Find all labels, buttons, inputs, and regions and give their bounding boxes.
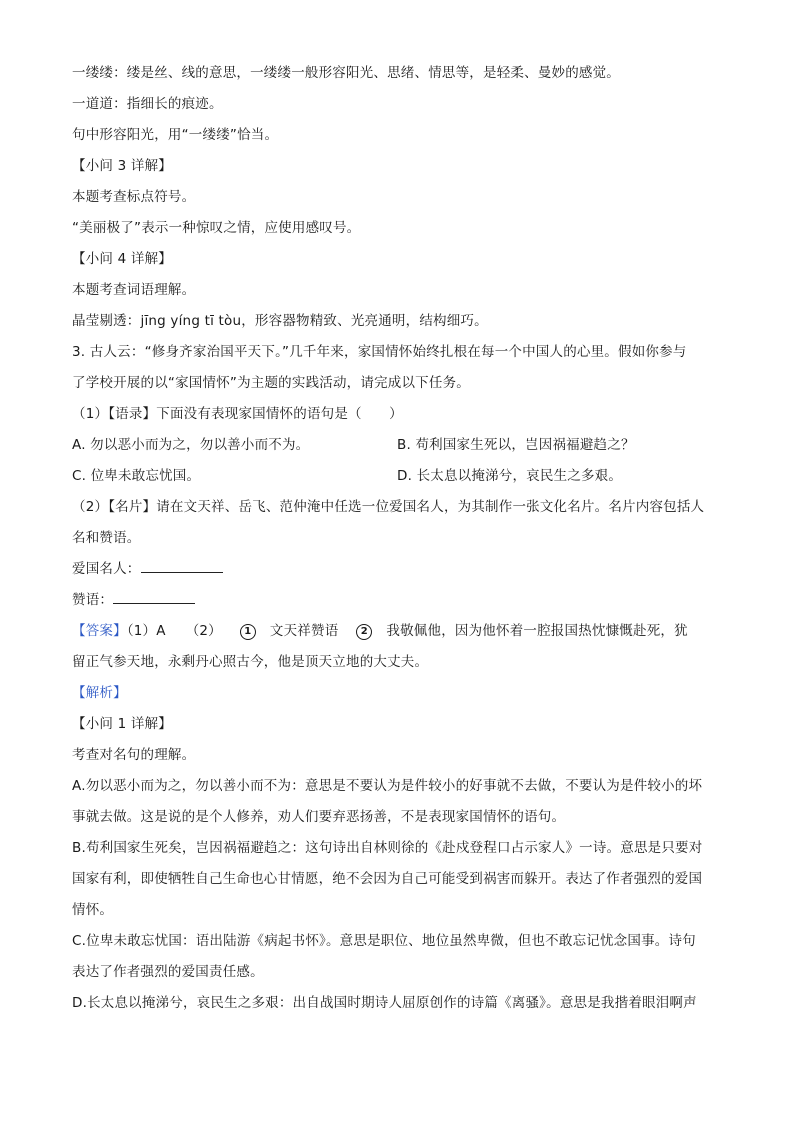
fill-in-label: 赞语： — [72, 592, 114, 608]
fill-in-label: 爱国名人： — [72, 561, 141, 577]
text-line: 情怀。 — [72, 902, 114, 918]
circled-number-2: 2 — [356, 624, 372, 640]
text-line: 一缕缕：缕是丝、线的意思，一缕缕一般形容阳光、思绪、情思等，是轻柔、曼妙的感觉。 — [72, 65, 620, 81]
options-row-1 — [72, 430, 732, 461]
option-b: B. 苟利国家生死以，岂因祸福避趋之？ — [397, 437, 635, 453]
text-line: 本题考查词语理解。 — [72, 282, 196, 298]
answer-item-1: 文天祥赞语 — [269, 623, 339, 639]
question-text: 了学校开展的以“家国情怀”为主题的实践活动，请完成以下任务。 — [72, 375, 470, 391]
text-line: 句中形容阳光，用“一缕缕”恰当。 — [72, 127, 279, 143]
text-line: “美丽极了”表示一种惊叹之情，应使用感叹号。 — [72, 220, 361, 236]
text-line: C.位卑未敢忘忧国：语出陆游《病起书怀》。意思是职位、地位虽然卑微，但也不敢忘记忧念国事。诗句 — [72, 933, 696, 949]
answer-blank — [141, 558, 223, 573]
options-row-2 — [72, 461, 732, 492]
document-page — [72, 58, 732, 1019]
question-part-1: （1）【语录】下面没有表现家国情怀的语句是（ ） — [72, 406, 403, 422]
option-d: D. 长太息以掩涕兮，哀民生之多艰。 — [397, 468, 623, 484]
answer-line-2: 留正气参天地，永剩丹心照古今，他是顶天立地的大丈夫。 — [72, 654, 429, 670]
section-heading: 【小问 3 详解】 — [72, 158, 172, 174]
answer-part-2: （2） — [185, 623, 222, 639]
text-line: B.苟利国家生死矣，岂因祸福避趋之：这句诗出自林则徐的《赴戍登程口占示家人》一诗。意思是只要对 — [72, 840, 703, 856]
text-line: 考查对名句的理解。 — [72, 747, 196, 763]
text-line: 晶莹剔透：jīng yíng tī tòu，形容器物精致、光亮通明，结构细巧。 — [72, 313, 488, 329]
text-line: D.长太息以掩涕兮，哀民生之多艰：出自战国时期诗人屈原创作的诗篇《离骚》。意思是我揩着眼泪啊声 — [72, 995, 697, 1011]
circled-number-1: 1 — [240, 624, 256, 640]
answer-part-1: （1）A — [126, 623, 166, 639]
answer-line — [72, 616, 732, 647]
question-text: 3. 古人云：“修身齐家治国平天下。”几千年来，家国情怀始终扎根在每一个中国人的心里。假如你参与 — [72, 344, 687, 360]
option-c: C. 位卑未敢忘忧国。 — [72, 468, 201, 484]
text-line: 一道道：指细长的痕迹。 — [72, 96, 223, 112]
analysis-heading: 【解析】 — [72, 685, 127, 701]
text-line: 本题考查标点符号。 — [72, 189, 196, 205]
answer-item-2: 我敬佩他，因为他怀着一腔报国热忱慷慨赴死，犹 — [386, 623, 688, 639]
answer-label: 【答案】 — [72, 623, 127, 639]
text-line: 国家有利，即使牺牲自己生命也心甘情愿，绝不会因为自己可能受到祸害而躲开。表达了作者强烈的爱国 — [72, 871, 703, 887]
fill-in-name — [72, 554, 732, 585]
question-part-2: （2）【名片】请在文天祥、岳飞、范仲淹中任选一位爱国名人，为其制作一张文化名片。名片内容包括人 — [72, 499, 705, 515]
text-line: 表达了作者强烈的爱国责任感。 — [72, 964, 264, 980]
text-line: A.勿以恶小而为之，勿以善小而不为：意思是不要认为是件较小的好事就不去做，不要认为是件较小的坏 — [72, 778, 703, 794]
text-line: 事就去做。这是说的是个人修养，劝人们要弃恶扬善，不是表现家国情怀的语句。 — [72, 809, 566, 825]
answer-blank — [113, 589, 195, 604]
section-heading: 【小问 4 详解】 — [72, 251, 172, 267]
option-a: A. 勿以恶小而为之，勿以善小而不为。 — [72, 437, 310, 453]
section-heading: 【小问 1 详解】 — [72, 716, 172, 732]
fill-in-praise — [72, 585, 732, 616]
question-text: 名和赞语。 — [72, 530, 141, 546]
